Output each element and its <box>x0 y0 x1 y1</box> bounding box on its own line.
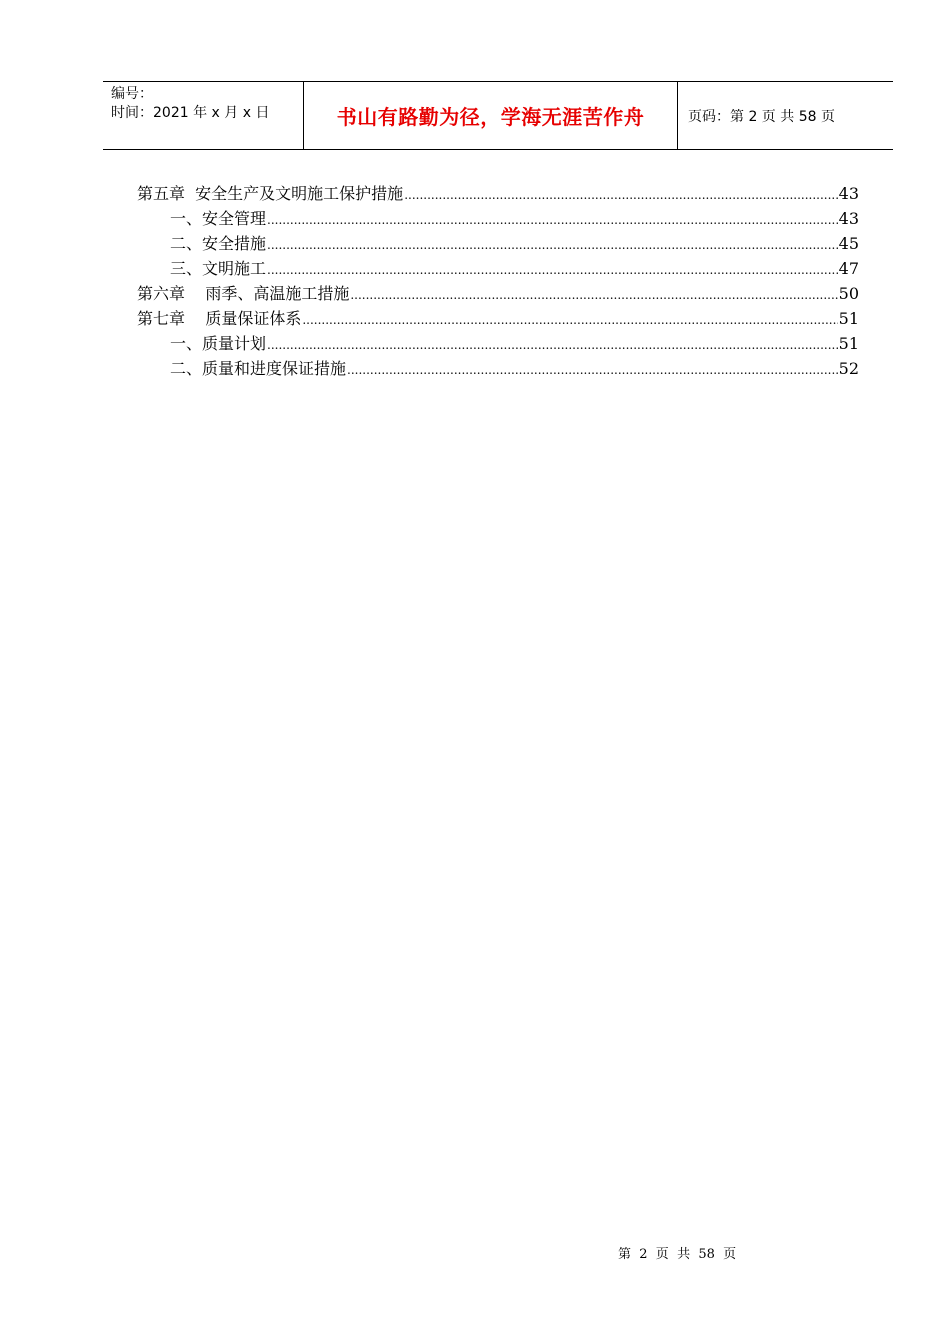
toc-dot-leader <box>350 283 837 308</box>
toc-dot-leader <box>347 358 838 383</box>
toc-entry-page: 47 <box>838 259 859 278</box>
toc-entry-title: 第六章 雨季、高温施工措施 <box>137 284 350 303</box>
toc-entry-title: 二、安全措施 <box>170 234 267 253</box>
toc-entry-title: 第七章 质量保证体系 <box>137 309 302 328</box>
date-label: 时间：2021 年 x 月 x 日 <box>111 105 270 121</box>
toc-entry-page: 43 <box>838 184 859 203</box>
toc-dot-leader <box>267 333 838 358</box>
toc-dot-leader <box>404 183 837 208</box>
toc-dot-leader <box>267 208 838 233</box>
toc-entry-title: 一、安全管理 <box>170 209 267 228</box>
table-of-contents <box>137 181 859 381</box>
header-motto-cell <box>304 82 678 149</box>
motto-text: 书山有路勤为径，学海无涯苦作舟 <box>336 105 645 129</box>
toc-entry[interactable] <box>137 206 859 231</box>
toc-entry-page: 51 <box>838 309 859 328</box>
header-meta-cell <box>103 82 304 149</box>
toc-entry[interactable] <box>137 181 859 206</box>
toc-entry-page: 52 <box>838 359 859 378</box>
toc-entry[interactable] <box>137 331 859 356</box>
toc-dot-leader <box>267 233 838 258</box>
toc-entry-page: 43 <box>838 209 859 228</box>
toc-entry-title: 三、文明施工 <box>170 259 267 278</box>
toc-entry-page: 45 <box>838 234 859 253</box>
serial-number-label: 编号： <box>111 86 153 102</box>
page-header <box>103 81 893 150</box>
toc-entry[interactable] <box>137 356 859 381</box>
toc-entry[interactable] <box>137 306 859 331</box>
toc-entry[interactable] <box>137 281 859 306</box>
header-page-cell <box>678 82 893 149</box>
toc-entry-title: 一、质量计划 <box>170 334 267 353</box>
toc-entry-title: 第五章 安全生产及文明施工保护措施 <box>137 184 404 203</box>
toc-entry-page: 51 <box>838 334 859 353</box>
toc-entry[interactable] <box>137 256 859 281</box>
page-info: 页码：第 2 页 共 58 页 <box>688 108 835 125</box>
page-footer: 第 2 页 共 58 页 <box>618 1247 737 1262</box>
toc-entry-title: 二、质量和进度保证措施 <box>170 359 347 378</box>
toc-dot-leader <box>267 258 838 283</box>
toc-entry-page: 50 <box>838 284 859 303</box>
toc-dot-leader <box>302 308 837 333</box>
toc-entry[interactable] <box>137 231 859 256</box>
